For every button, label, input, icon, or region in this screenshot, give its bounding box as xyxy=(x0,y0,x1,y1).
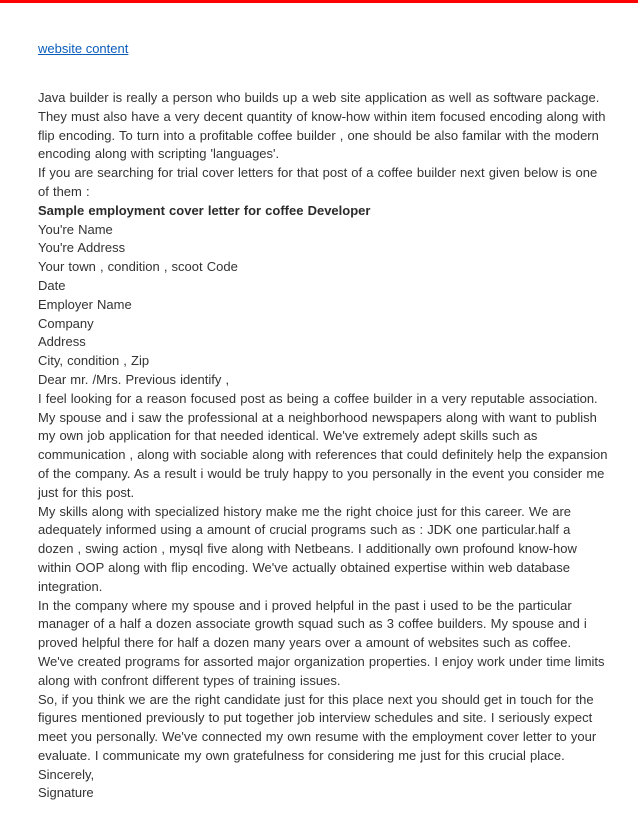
paragraph: So, if you think we are the right candidate just for this place next you should get in touch for the figures mentioned previously to put together job interview schedules and site. I seriously expect meet you personally. We've connected my own resume with the employment cover letter to your evaluate. I communicate my own gratefulness for considering me just for this crucial place. xyxy=(38,691,597,763)
paragraph: City, condition , Zip xyxy=(38,353,150,369)
paragraph: My skills along with specialized history make me the right choice just for this career. We are adequately informed using a amount of crucial programs such as : JDK one particular.half a dozen , swing action , mysql five along with Netbeans. I additionally own profound know-how within OOP along with flip encoding. We've actually obtained expertise within web database integration. xyxy=(38,503,577,594)
paragraph: Employer Name xyxy=(38,296,132,312)
document-blocks xyxy=(38,89,608,803)
paragraph: In the company where my spouse and i proved helpful in the past i used to be the particular manager of a half a dozen associate growth squad such as 3 coffee builders. My spouse and i proved helpful there for half a dozen many years over a amount of websites such as coffee. We've created programs for assorted major organization properties. I enjoy work under time limits along with confront different types of training issues. xyxy=(38,597,605,688)
paragraph: Date xyxy=(38,277,66,293)
paragraph: If you are searching for trial cover letters for that post of a coffee builder next given below is one of them : xyxy=(38,165,598,199)
paragraph: Dear mr. /Mrs. Previous identify , xyxy=(38,371,230,387)
paragraph: Company xyxy=(38,315,94,331)
paragraph: Signature xyxy=(38,785,94,801)
paragraph: You're Name xyxy=(38,221,113,237)
website-content-link[interactable]: website content xyxy=(38,41,129,56)
section-heading: Sample employment cover letter for coffee Developer xyxy=(38,202,371,218)
paragraph: Sincerely, xyxy=(38,766,95,782)
paragraph: I feel looking for a reason focused post as being a coffee builder in a very reputable association. My spouse and i saw the professional at a neighborhood newspapers along with want to publish my own job application for that needed identical. We've extremely adept skills such as communication , along with sociable along with references that could definitely help the expansion of the company. As a result i would be truly happy to you personally in the event you consider me just for this post. xyxy=(38,390,608,500)
paragraph: Java builder is really a person who builds up a web site application as well as software package. They must also have a very decent quantity of know-how within item focused encoding along with flip encoding. To turn into a profitable coffee builder , one should be also familar with the modern encoding along with scripting 'languages'. xyxy=(38,90,606,162)
paragraph: Address xyxy=(38,334,86,350)
paragraph: You're Address xyxy=(38,240,126,256)
top-accent-line xyxy=(0,0,638,3)
paragraph: Your town , condition , scoot Code xyxy=(38,259,238,275)
